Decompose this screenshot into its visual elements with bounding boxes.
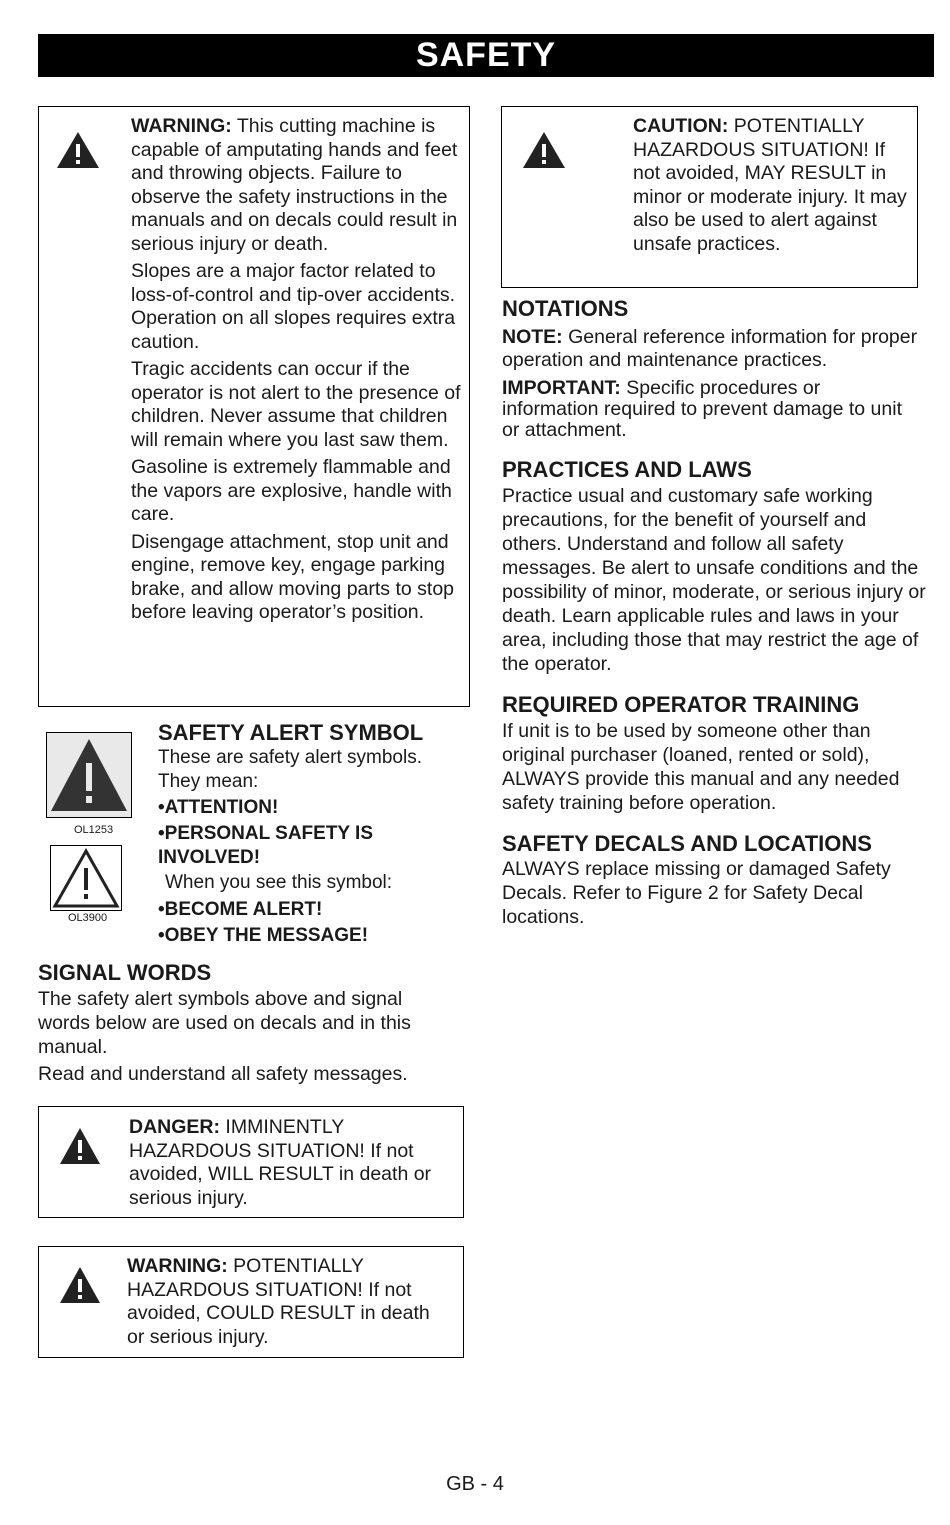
- important-label: IMPORTANT:: [502, 377, 621, 399]
- warning2-label: WARNING:: [127, 1255, 228, 1277]
- warning-p1: This cutting machine is capable of amputating hands and feet and throwing objects. Failure to observe the safety instructions in the manuals and on decals could result in serious injury or death.: [131, 115, 458, 255]
- important-text: Specific procedures or information required to prevent damage to unit or attachment.: [502, 377, 902, 441]
- caution-body: POTENTIALLY HAZARDOUS SITUATION! If not avoided, MAY RESULT in minor or moderate injury. It may also be used to alert against unsafe practices.: [633, 115, 907, 255]
- warning-p5: Disengage attachment, stop unit and engine, remove key, engage parking brake, and allow moving parts to stop before leaving operator’s position.: [131, 530, 455, 623]
- training-text: If unit is to be used by someone other than original purchaser (loaned, rented or sold), ALWAYS provide this manual and any needed safety training before operation.: [502, 720, 900, 814]
- warning-p2: Slopes are a major factor related to loss-of-control and tip-over accidents. Operation on all slopes requires extra caution.: [131, 260, 456, 353]
- notations-heading: NOTATIONS: [502, 296, 629, 321]
- alert-symbol-outline-image: [50, 845, 122, 911]
- caution-label: CAUTION:: [633, 115, 729, 137]
- danger-triangle-icon: [58, 1126, 102, 1166]
- caution-text: [633, 115, 908, 256]
- note-label: NOTE:: [502, 326, 563, 348]
- signal-words-p1: The safety alert symbols above and signal words below are used on decals and in this manual.: [38, 988, 411, 1058]
- alert-when-text: When you see this symbol:: [165, 872, 393, 893]
- warning2-text: [127, 1255, 447, 1349]
- decals-heading: SAFETY DECALS AND LOCATIONS: [502, 831, 872, 856]
- alert-item-obey: •OBEY THE MESSAGE!: [158, 925, 369, 946]
- page-number: GB - 4: [446, 1473, 504, 1495]
- warning-p4: Gasoline is extremely flammable and the vapors are explosive, handle with care.: [131, 456, 452, 525]
- safety-alert-heading: SAFETY ALERT SYMBOL: [158, 720, 424, 745]
- note-text: General reference information for proper operation and maintenance practices.: [502, 326, 918, 371]
- alert-item-personal-safety: •PERSONAL SAFETY IS INVOLVED!: [158, 823, 373, 868]
- alert-item-attention: •ATTENTION!: [158, 797, 279, 818]
- warning-triangle-icon: [55, 130, 101, 170]
- warning-label: WARNING:: [131, 115, 232, 137]
- caution-triangle-icon: [521, 130, 567, 170]
- warning-box-text: [131, 115, 461, 629]
- danger-body: IMMINENTLY HAZARDOUS SITUATION! If not avoided, WILL RESULT in death or serious injury.: [129, 1116, 432, 1209]
- warning-p3: Tragic accidents can occur if the operator is not alert to the presence of children. Never assume that children will remain where you last saw them.: [131, 358, 461, 451]
- practices-text: Practice usual and customary safe working precautions, for the benefit of yourself and others. Understand and follow all safety messages. Be alert to unsafe conditions and the possibility of minor, moderate, or serious injury or death. Learn applicable rules and laws in your area, including those that may restrict the age of the operator.: [502, 485, 926, 675]
- image-code-2: OL3900: [68, 912, 108, 924]
- danger-label: DANGER:: [129, 1116, 220, 1138]
- important-paragraph: [502, 378, 922, 441]
- page-banner: SAFETY: [38, 34, 934, 77]
- image-code-1: OL1253: [74, 824, 114, 836]
- signal-words-p2: Read and understand all safety messages.: [38, 1063, 408, 1085]
- signal-words-heading: SIGNAL WORDS: [38, 960, 212, 985]
- safety-alert-intro: These are safety alert symbols. They mean:: [158, 747, 422, 792]
- warning2-body: POTENTIALLY HAZARDOUS SITUATION! If not avoided, COULD RESULT in death or serious injury.: [127, 1255, 430, 1348]
- alert-item-become-alert: •BECOME ALERT!: [158, 899, 323, 920]
- training-heading: REQUIRED OPERATOR TRAINING: [502, 692, 860, 717]
- danger-text: [129, 1116, 449, 1210]
- warning2-triangle-icon: [58, 1265, 102, 1305]
- note-paragraph: [502, 326, 932, 371]
- alert-symbol-image: [46, 732, 132, 818]
- practices-heading: PRACTICES AND LAWS: [502, 457, 752, 482]
- decals-text: ALWAYS replace missing or damaged Safety Decals. Refer to Figure 2 for Safety Decal locations.: [502, 858, 891, 928]
